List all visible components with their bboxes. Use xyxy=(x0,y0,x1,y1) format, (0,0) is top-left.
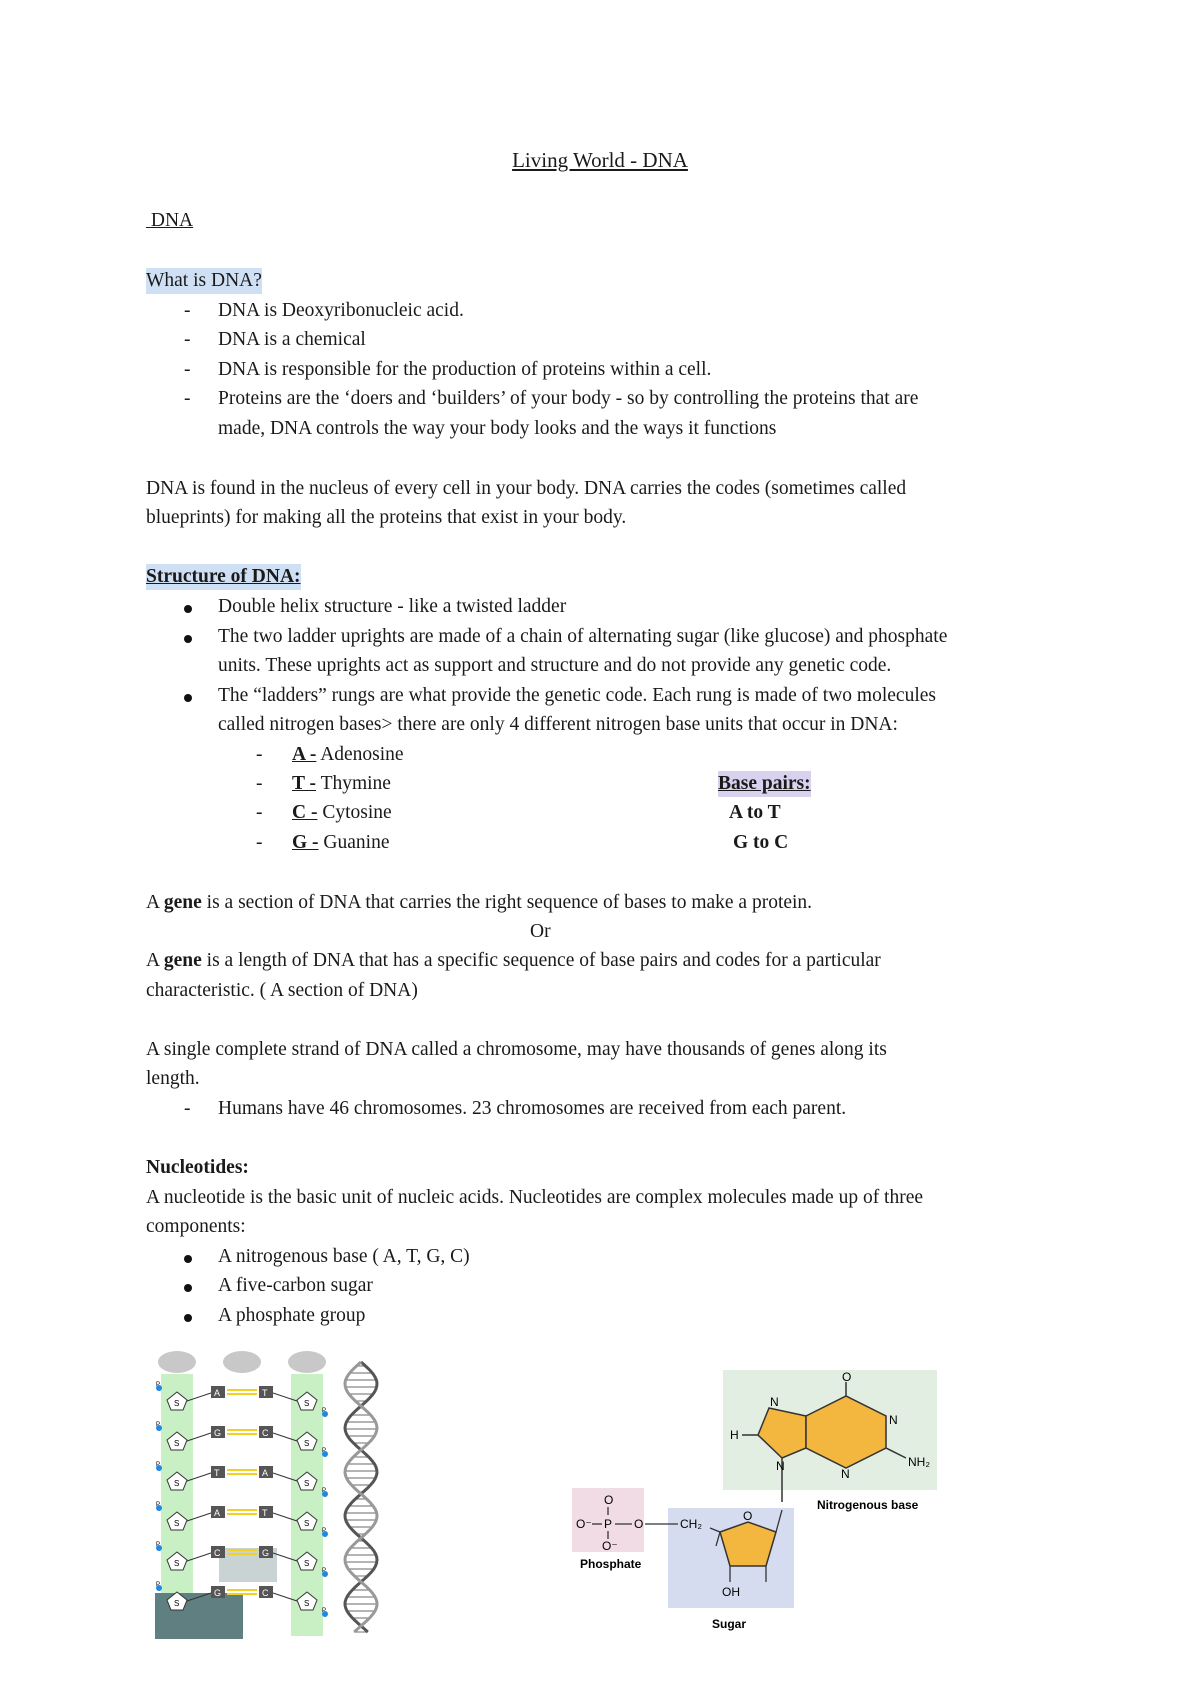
structure-bullet: The “ladders” rungs are what provide the genetic code. Each rung is made of two molecules xyxy=(218,685,936,706)
atom-label: O⁻ xyxy=(602,1539,618,1553)
sugar-label: S xyxy=(174,1559,180,1568)
dash-marker: - xyxy=(184,388,191,409)
atom-label: N xyxy=(841,1467,850,1481)
dash-marker: - xyxy=(184,329,191,350)
bullet-dot xyxy=(184,694,192,702)
gene-definition-2-continued: characteristic. ( A section of DNA) xyxy=(146,980,418,1001)
base-letter: C xyxy=(262,1588,269,1598)
base-letter: G xyxy=(262,1548,270,1558)
base-letter: T xyxy=(262,1388,268,1398)
nitrogenous-base-label: Nitrogenous base xyxy=(817,1498,919,1512)
sugar-label: S xyxy=(304,1519,310,1528)
bullet-dot xyxy=(184,635,192,643)
atom-label: P xyxy=(604,1517,613,1531)
nucleotide-component: A phosphate group xyxy=(218,1305,366,1326)
phosphate-label: P xyxy=(322,1488,327,1494)
phosphate-label: Phosphate xyxy=(580,1557,642,1571)
dna-point-continued: made, DNA controls the way your body looks and the ways it functions xyxy=(218,418,777,439)
gene-definition-1: A gene is a section of DNA that carries the right sequence of bases to make a protein. xyxy=(146,892,813,913)
base-letter: C xyxy=(262,1428,269,1438)
bullet-dot xyxy=(184,1284,192,1292)
base-letter: A xyxy=(262,1468,269,1478)
dash-marker: - xyxy=(256,744,263,765)
dna-point: Proteins are the ‘doers and ‘builders’ of your body - so by controlling the proteins that are xyxy=(218,388,919,409)
page-title: Living World - DNA xyxy=(512,148,688,172)
sugar-label: S xyxy=(174,1439,180,1448)
what-is-dna-question: What is DNA? xyxy=(146,268,262,294)
atom-label: N xyxy=(776,1459,785,1473)
dash-marker: - xyxy=(256,773,263,794)
base-letter: T xyxy=(262,1508,268,1518)
dna-point: DNA is responsible for the production of proteins within a cell. xyxy=(218,359,712,380)
gene-definition-2: A gene is a length of DNA that has a specific sequence of base pairs and codes for a particular xyxy=(146,950,881,971)
dna-heading: DNA xyxy=(150,210,194,231)
bullet-dot xyxy=(184,1255,192,1263)
phosphate-label: P xyxy=(156,1582,161,1588)
dash-marker: - xyxy=(256,832,263,853)
sugar-label: S xyxy=(304,1599,310,1608)
dna-paragraph-line: DNA is found in the nucleus of every cell in your body. DNA carries the codes (sometimes called xyxy=(146,478,907,499)
sugar-label: Sugar xyxy=(712,1617,747,1631)
phosphate-label: P xyxy=(156,1542,161,1548)
base-item-cytosine: C - Cytosine xyxy=(292,802,392,823)
nucleotides-paragraph: A nucleotide is the basic unit of nucleic acids. Nucleotides are complex molecules made up of three xyxy=(146,1187,924,1208)
header-oval xyxy=(158,1351,196,1373)
nucleotide-component: A nitrogenous base ( A, T, G, C) xyxy=(218,1246,470,1267)
atom-label: OH xyxy=(722,1585,740,1599)
structure-bullet-continued: units. These uprights act as support and structure and do not provide any genetic code. xyxy=(218,655,892,676)
structure-bullet: The two ladder uprights are made of a chain of alternating sugar (like glucose) and phosphate xyxy=(218,626,948,647)
phosphate-label: P xyxy=(322,1408,327,1414)
dash-marker: - xyxy=(184,1098,191,1119)
dash-marker: - xyxy=(184,300,191,321)
sugar-ring xyxy=(720,1522,776,1566)
base-pairs-heading: Base pairs: xyxy=(718,771,811,797)
atom-label: O⁻ xyxy=(576,1517,592,1531)
phosphate-label: P xyxy=(156,1382,161,1388)
phosphate-label: P xyxy=(322,1448,327,1454)
phosphate-label: P xyxy=(322,1608,327,1614)
base-letter: G xyxy=(214,1588,222,1598)
sugar-label: S xyxy=(304,1399,310,1408)
nucleotide-structure-figure xyxy=(570,1370,945,1640)
structure-heading: Structure of DNA: xyxy=(146,564,301,590)
base-item-adenosine: A - Adenosine xyxy=(292,744,404,765)
nucleotides-heading: Nucleotides: xyxy=(146,1157,249,1178)
phosphate-label: P xyxy=(156,1462,161,1468)
base-letter: T xyxy=(214,1468,220,1478)
structure-bullet: Double helix structure - like a twisted ladder xyxy=(218,596,567,617)
atom-label: N xyxy=(889,1413,898,1427)
base-pair-g-c: G to C xyxy=(733,832,789,853)
dash-marker: - xyxy=(184,359,191,380)
structure-bullet-continued: called nitrogen bases> there are only 4 different nitrogen base units that occur in DNA: xyxy=(218,714,898,735)
dna-ladder-figure xyxy=(155,1350,415,1640)
phosphate-label: P xyxy=(156,1502,161,1508)
header-oval xyxy=(288,1351,326,1373)
base-letter: C xyxy=(214,1548,221,1558)
atom-label: H xyxy=(730,1428,739,1442)
sugar-label: S xyxy=(174,1399,180,1408)
sugar-label: S xyxy=(174,1479,180,1488)
base-letter: A xyxy=(214,1508,221,1518)
dash-marker: - xyxy=(256,802,263,823)
nucleotides-paragraph-continued: components: xyxy=(146,1216,246,1237)
atom-label: O xyxy=(743,1509,753,1523)
atom-label: O xyxy=(634,1517,644,1531)
chromosome-line: A single complete strand of DNA called a chromosome, may have thousands of genes along its xyxy=(146,1039,887,1060)
base-item-guanine: G - Guanine xyxy=(292,832,390,853)
bullet-dot xyxy=(184,605,192,613)
sugar-label: S xyxy=(304,1439,310,1448)
base-letter: G xyxy=(214,1428,222,1438)
dna-point: DNA is a chemical xyxy=(218,329,366,350)
atom-label: CH₂ xyxy=(680,1517,702,1531)
atom-label: N xyxy=(770,1395,779,1409)
sugar-label: S xyxy=(304,1479,310,1488)
sugar-label: S xyxy=(174,1599,180,1608)
base-letter: A xyxy=(214,1388,221,1398)
dna-paragraph-line: blueprints) for making all the proteins that exist in your body. xyxy=(146,507,627,528)
sugar-label: S xyxy=(304,1559,310,1568)
bullet-dot xyxy=(184,1314,192,1322)
sugar-label: S xyxy=(174,1519,180,1528)
or-connector: Or xyxy=(530,921,551,942)
base-item-thymine: T - Thymine xyxy=(292,773,391,794)
base-pair-a-t: A to T xyxy=(729,802,781,823)
chromosome-point: Humans have 46 chromosomes. 23 chromosomes are received from each parent. xyxy=(218,1098,847,1119)
atom-label: NH₂ xyxy=(908,1455,930,1469)
phosphate-label: P xyxy=(156,1422,161,1428)
atom-label: O xyxy=(842,1370,852,1384)
atom-label: O xyxy=(604,1493,614,1507)
header-oval xyxy=(223,1351,261,1373)
phosphate-label: P xyxy=(322,1528,327,1534)
phosphate-label: P xyxy=(322,1568,327,1574)
chromosome-line-continued: length. xyxy=(146,1068,200,1089)
dna-point: DNA is Deoxyribonucleic acid. xyxy=(218,300,464,321)
nucleotide-component: A five-carbon sugar xyxy=(218,1275,373,1296)
